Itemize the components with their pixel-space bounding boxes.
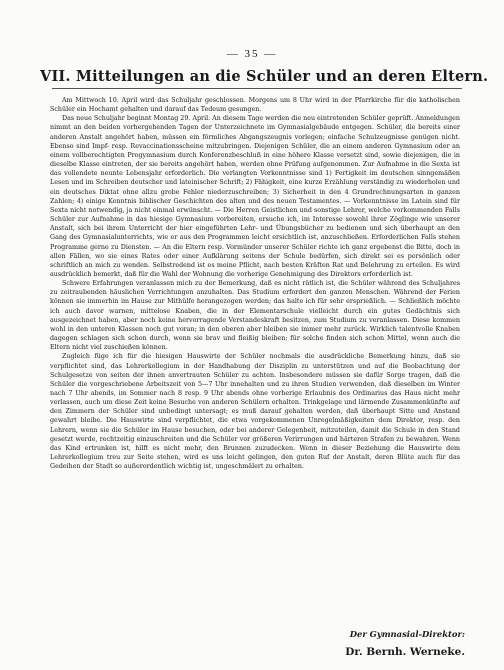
paragraph-4: Zugleich füge ich für die hiesigen Hauswirte der Schüler nochmals die ausdrückliche Bemerkung hinzu, daß sie verpflichtet sind, das Lehrerkollegium in der Handhabung der Disziplin zu unterstützen und auf die Beobachtung der Schulgesetze von seiten der ihnen anvertrauten Schüler zu achten. Insbesondere müssen sie dafür Sorge tragen, daß die Schüler die vorgeschriebene Arbeitszeit von 5—7 Uhr innehalten und zu ihren Studien verwenden, daß dieselben im Winter nach 7 Uhr abends, im Sommer nach 8 resp. 9 Uhr abends ohne vorherige Erlaubnis des Ordinarius das Haus nicht mehr verlassen, auch um diese Zeit keine Besuche von anderen Schülern erhalten. Trinkgelage und lärmende Zusammenkünfte auf den Zimmern der Schüler sind unbedingt untersagt; es muß darauf gehalten werden, daß überhaupt Sitte und Anstand gewahrt bleibe. Die Hauswirte sind verpflichtet, die etwa vorgekommenen Unregelmäßigkeiten dem Direktor, resp. den Lehrern, wenn sie die Schüler im Hause besuchen, oder bei anderer Gelegenheit, mitzuteilen, damit die Schule in den Stand gesetzt werde, rechtzeitig einzuschreiten und die Schüler vor größeren Verirrungen und härteren Strafen zu bewahren. Wenn das Kind ertrunken ist, hilft es nicht mehr, den Brunnen zuzudecken. Wenn in dieser Beziehung die Hauswirte dem Lehrerkollegium treu zur Seite stehen, wird es uns leicht gelingen, den guten Ruf der Anstalt, deren Blüte auch für das Gedeihen der Stadt so außerordentlich wichtig ist, ungeschmälert zu erhalten. <box>50 353 460 471</box>
signature-name: Dr. Bernh. Werneke. <box>345 646 465 658</box>
paragraph-2: Das neue Schuljahr beginnt Montag 29. April. An diesem Tage werden die neu eintretenden Schüler geprüft. Anmeldungen nimmt an den beiden vorhergehenden Tagen der Unterzeichnete im Gymnasialgebäude entgegen. Schüler, die bereits einer anderen Anstalt angehört haben, müssen ein förmliches Abgangszeugnis vorlegen; einfache Schulzeugnisse genügen nicht. Ebenso sind Impf- resp. Revaccinationsscheine mitzubringen. Diejenigen Schüler, die an einem anderen Gymnasium oder an einem vollberechtigten Progymnasium durch Konferenzbeschluß in eine höhere Klasse versetzt sind, sowie diejenigen, die in dieselbe Klasse eintreten, der sie bereits angehört haben, werden ohne Prüfung aufgenommen. Zur Aufnahme in die Sexta ist das vollendete neunte Lebensjahr erforderlich. Die verlangten Vorkenntnisse sind 1) Fertigkeit im deutschen sinngemäßen Lesen und im Schreiben deutscher und lateinischer Schrift; 2) Fähigkeit, eine kurze Erzählung verständig zu wiederholen und ein deutsches Diktat ohne allzu grobe Fehler niederzuschreiben; 3) Sicherheit in den 4 Grundrechnungsarten in ganzen Zahlen; 4) einige Kenntnis biblischer Geschichten des alten und des neuen Testamentes. — Vorkenntnisse im Latein sind für Sexta nicht notwendig, ja nicht einmal erwünscht. — Die Herren Geistlichen und sonstige Lehrer, welche vorkommenden Falls Schüler zur Aufnahme in das hiesige Gymnasium vorbereiten, ersuche ich, im Interesse sowohl ihrer Zöglinge wie unserer Anstalt, sich bei ihrem Unterricht der hier eingeführten Lehr- und Übungsbücher zu bedienen und sich überhaupt an den Gang des Gymnasialunterrichts, wie er aus den Programmen leicht ersichtlich ist, anzuschließen. Erforderlichen Falls stehen Programme gerne zu Diensten. — An die Eltern resp. Vormünder unserer Schüler richte ich ganz ergebenst die Bitte, doch in allen Fällen, wo sie eines Rates oder einer Aufklärung seitens der Schule bedürfen, sich direkt sei es persönlich oder schriftlich an mich zu wenden. Selbstredend ist es meine Pflicht, nach besten Kräften Rat und Belehrung zu erteilen. Es wird ausdrücklich bemerkt, daß für die Wahl der Wohnung die vorherige Genehmigung des Direktors erforderlich ist. <box>50 115 460 278</box>
body-text <box>50 96 460 626</box>
signature-role: Der Gymnasial-Direktor: <box>349 629 465 639</box>
section-title: VII. Mitteilungen an die Schüler und an deren Eltern. <box>40 68 489 85</box>
paragraph-3: Schwere Erfahrungen veranlassen mich zu der Bemerkung, daß es nicht rätlich ist, die Schüler während des Schuljahres zu zeitraubenden häuslichen Verrichtungen anzuhalten. Das Studium erfordert den ganzen Menschen. Während der Ferien können sie immerhin im Hause zur Mithülfe herangezogen werden; das halte ich für sehr ersprießlich. — Schließlich möchte ich auch davor warnen, mittelose Knaben, die in der Elementarschule vielleicht durch ein gutes Gedächtnis sich ausgezeichnet haben, aber noch keine hervorragende Verstandeskraft besitzen, zum Studium zu veranlassen. Diese kommen wohl in den unteren Klassen noch gut voran; in den oberen aber bleiben sie immer mehr zurück. Wirklich talentvolle Knaben dagegen schlagen sich schon durch, wenn sie brav und fleißig bleiben; für solche finden sich schon Mittel, wenn auch die Eltern nicht viel zuschießen können. <box>50 280 460 352</box>
paragraph-1: Am Mittwoch 10. April wird das Schuljahr geschlossen. Morgens um 8 Uhr wird in der Pfarrkirche für die katholischen Schüler ein Hochamt gehalten und darauf das Tedeum gesungen. <box>50 97 460 114</box>
title-underline <box>52 88 462 89</box>
page-number: — 35 — <box>226 48 278 60</box>
